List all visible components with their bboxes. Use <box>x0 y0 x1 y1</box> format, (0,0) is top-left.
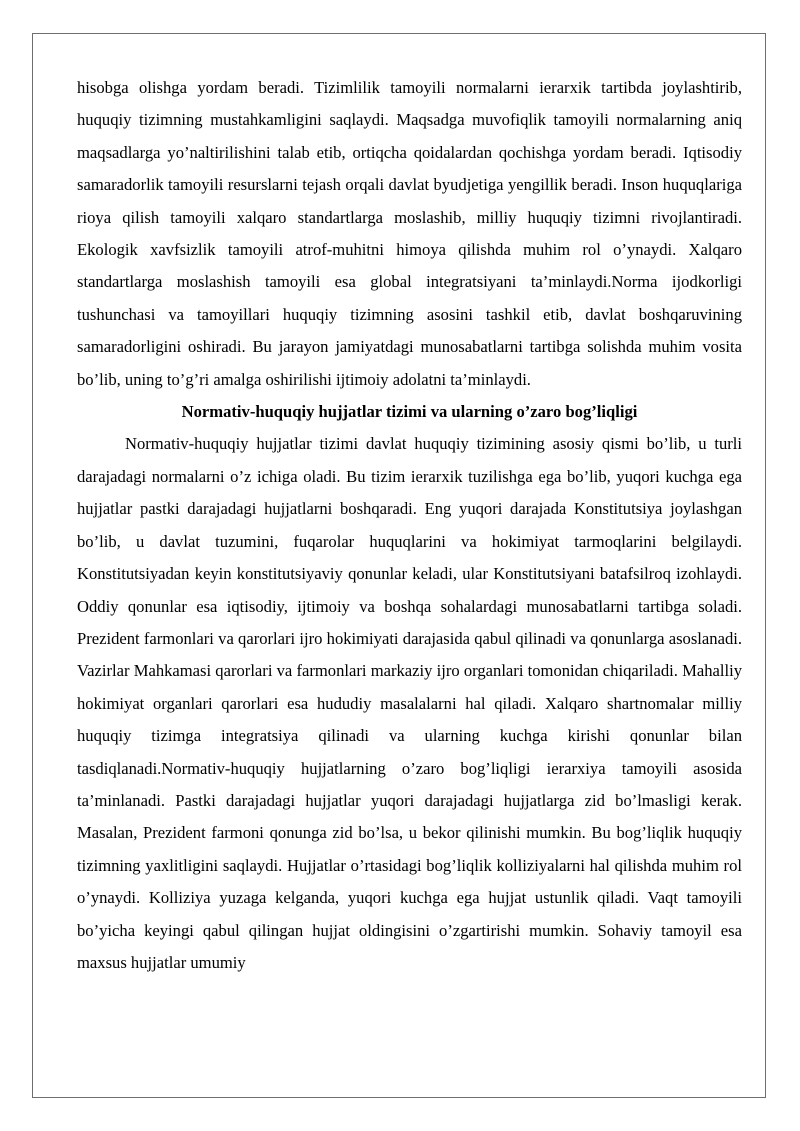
section-heading: Normativ-huquqiy hujjatlar tizimi va ularning o’zaro bog’liqligi <box>181 402 638 422</box>
paragraph: hisobga olishga yordam beradi. Tizimlilik tamoyili normalarni ierarxik tartibda joylashtirib, huquqiy tizimning mustahkamligini saqlaydi. Maqsadga muvofiqlik tamoyili normalarning aniq maqsadlarga yo’naltirilishini talab etib, ortiqcha qoidalardan qochishga yordam beradi. Iqtisodiy samaradorlik tamoyili resurslarni tejash orqali davlat byudjetiga yengillik beradi. Inson huquqlariga rioya qilish tamoyili xalqaro standartlarga moslashib, milliy huquqiy tizimni rivojlantiradi. Ekologik xavfsizlik tamoyili atrof-muhitni himoya qilishda muhim rol o’ynaydi. Xalqaro standartlarga moslashish tamoyili esa global integratsiyani ta’minlaydi.Norma ijodkorligi tushunchasi va tamoyillari huquqiy tizimning asosini tashkil etib, davlat boshqaruvining samaradorligini oshiradi. Bu jarayon jamiyatdagi munosabatlarni tartibga solishda muhim vosita bo’lib, uning to’g’ri amalga oshirilishi ijtimoiy adolatni ta’minlaydi. <box>77 78 742 389</box>
document-body <box>77 72 742 979</box>
paragraph: Normativ-huquqiy hujjatlar tizimi davlat huquqiy tizimining asosiy qismi bo’lib, u turli darajadagi normalarni o’z ichiga oladi. Bu tizim ierarxik tuzilishga ega bo’lib, yuqori kuchga ega hujjatlar pastki darajadagi hujjatlarni boshqaradi. Eng yuqori darajada Konstitutsiya joylashgan bo’lib, u davlat tuzumini, fuqarolar huquqlarini va hokimiyat tarmoqlarini belgilaydi. Konstitutsiyadan keyin konstitutsiyaviy qonunlar keladi, ular Konstitutsiyani batafsilroq izohlaydi. Oddiy qonunlar esa iqtisodiy, ijtimoiy va boshqa sohalardagi munosabatlarni tartibga soladi. Prezident farmonlari va qarorlari ijro hokimiyati darajasida qabul qilinadi va qonunlarga asoslanadi. Vazirlar Mahkamasi qarorlari va farmonlari markaziy ijro organlari tomonidan chiqariladi. Mahalliy hokimiyat organlari qarorlari esa hududiy masalalarni hal qiladi. Xalqaro shartnomalar milliy huquqiy tizimga integratsiya qilinadi va ularning kuchga kirishi qonunlar bilan tasdiqlanadi.Normativ-huquqiy hujjatlarning o’zaro bog’liqligi ierarxiya tamoyili asosida ta’minlanadi. Pastki darajadagi hujjatlar yuqori darajadagi hujjatlarga zid bo’lmasligi kerak. Masalan, Prezident farmoni qonunga zid bo’lsa, u bekor qilinishi mumkin. Bu bog’liqlik huquqiy tizimning yaxlitligini saqlaydi. Hujjatlar o’rtasidagi bog’liqlik kolliziyalarni hal qilishda muhim rol o’ynaydi. Kolliziya yuzaga kelganda, yuqori kuchga ega hujjat ustunlik qiladi. Vaqt tamoyili bo’yicha keyingi qabul qilingan hujjat oldingisini o’zgartirishi mumkin. Sohaviy tamoyil esa maxsus hujjatlar umumiy <box>77 434 742 972</box>
